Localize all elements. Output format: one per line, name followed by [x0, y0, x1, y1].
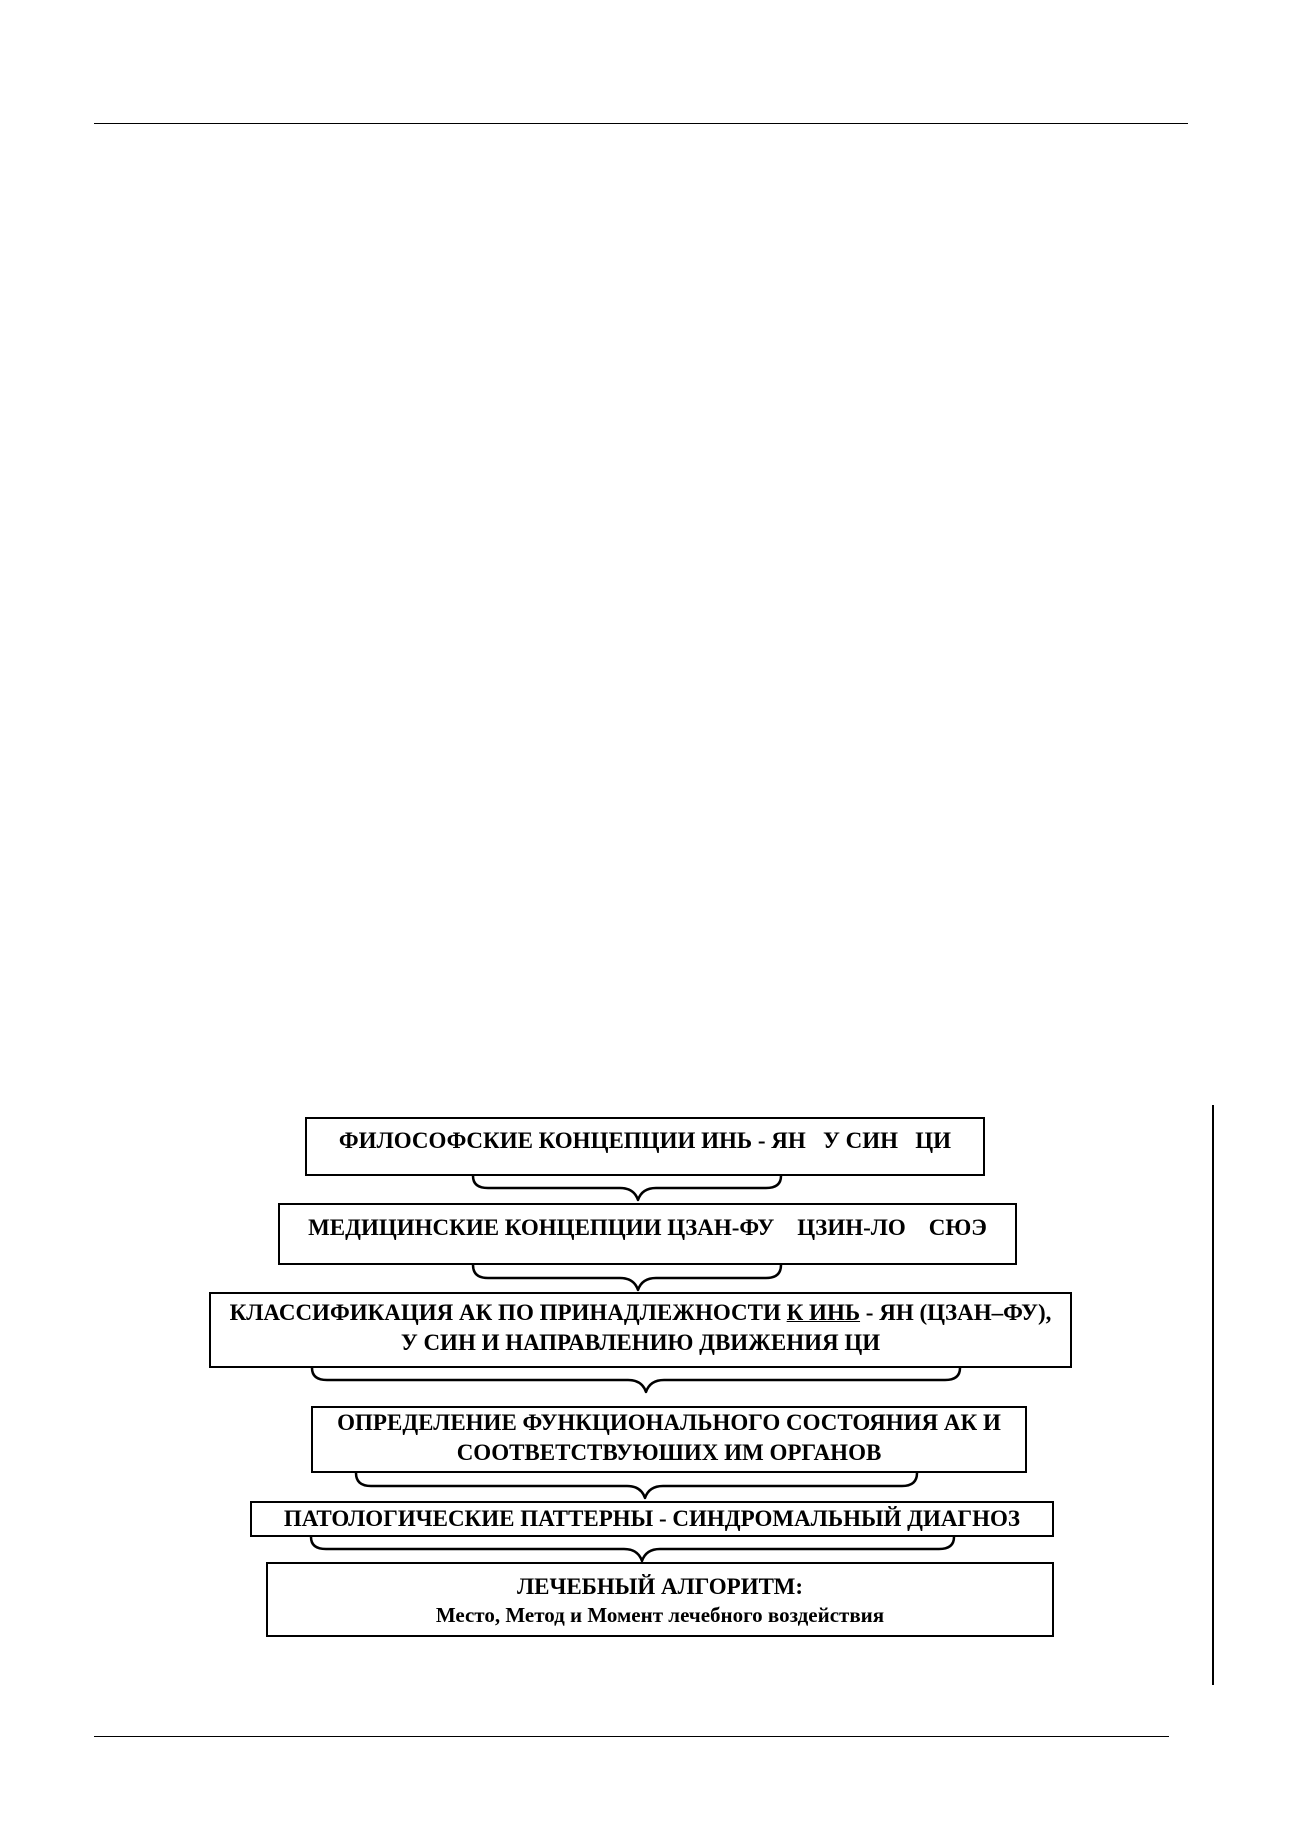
- step-algorithm-title: ЛЕЧЕБНЫЙ АЛГОРИТМ:: [516, 1573, 804, 1599]
- step-algorithm-subtitle: Место, Метод и Момент лечебного воздействия: [435, 1602, 885, 1627]
- step-medical-text: МЕДИЦИНСКИЕ КОНЦЕПЦИИ ЦЗАН-ФУ ЦЗИН-ЛО СЮЭ: [308, 1215, 987, 1240]
- step-medical-concepts: [278, 1203, 1017, 1265]
- step-classification-line1: [230, 1298, 1052, 1328]
- step-classification: [209, 1292, 1072, 1368]
- brace-1: [473, 1176, 781, 1200]
- step-patterns-text: ПАТОЛОГИЧЕСКИЕ ПАТТЕРНЫ - СИНДРОМАЛЬНЫЙ ДИАГНОЗ: [283, 1506, 1021, 1531]
- classification-prefix: КЛАССИФИКАЦИЯ АК ПО ПРИНАДЛЕЖНОСТИ: [229, 1300, 787, 1325]
- classification-suffix: - ЯН (ЦЗАН–ФУ),: [860, 1300, 1052, 1325]
- brace-5: [311, 1537, 954, 1561]
- brace-4: [356, 1473, 917, 1498]
- step-philosophical-concepts: [305, 1117, 985, 1176]
- step-functional-line2: СООТВЕТСТВУЮШИХ ИМ ОРГАНОВ: [456, 1439, 882, 1465]
- step-functional-line1: ОПРЕДЕЛЕНИЕ ФУНКЦИОНАЛЬНОГО СОСТОЯНИЯ АК И: [337, 1409, 1001, 1435]
- brace-3: [312, 1368, 960, 1392]
- step-functional-state: [311, 1406, 1027, 1473]
- step-classification-line2: У СИН И НАПРАВЛЕНИЮ ДВИЖЕНИЯ ЦИ: [400, 1330, 881, 1355]
- step-pathological-patterns: [250, 1501, 1054, 1537]
- step-treatment-algorithm: [266, 1562, 1054, 1637]
- classification-underlined: К ИНЬ: [786, 1300, 861, 1325]
- brace-2: [473, 1265, 781, 1290]
- step-philosophical-text: ФИЛОСОФСКИЕ КОНЦЕПЦИИ ИНЬ - ЯН У СИН ЦИ: [338, 1127, 952, 1153]
